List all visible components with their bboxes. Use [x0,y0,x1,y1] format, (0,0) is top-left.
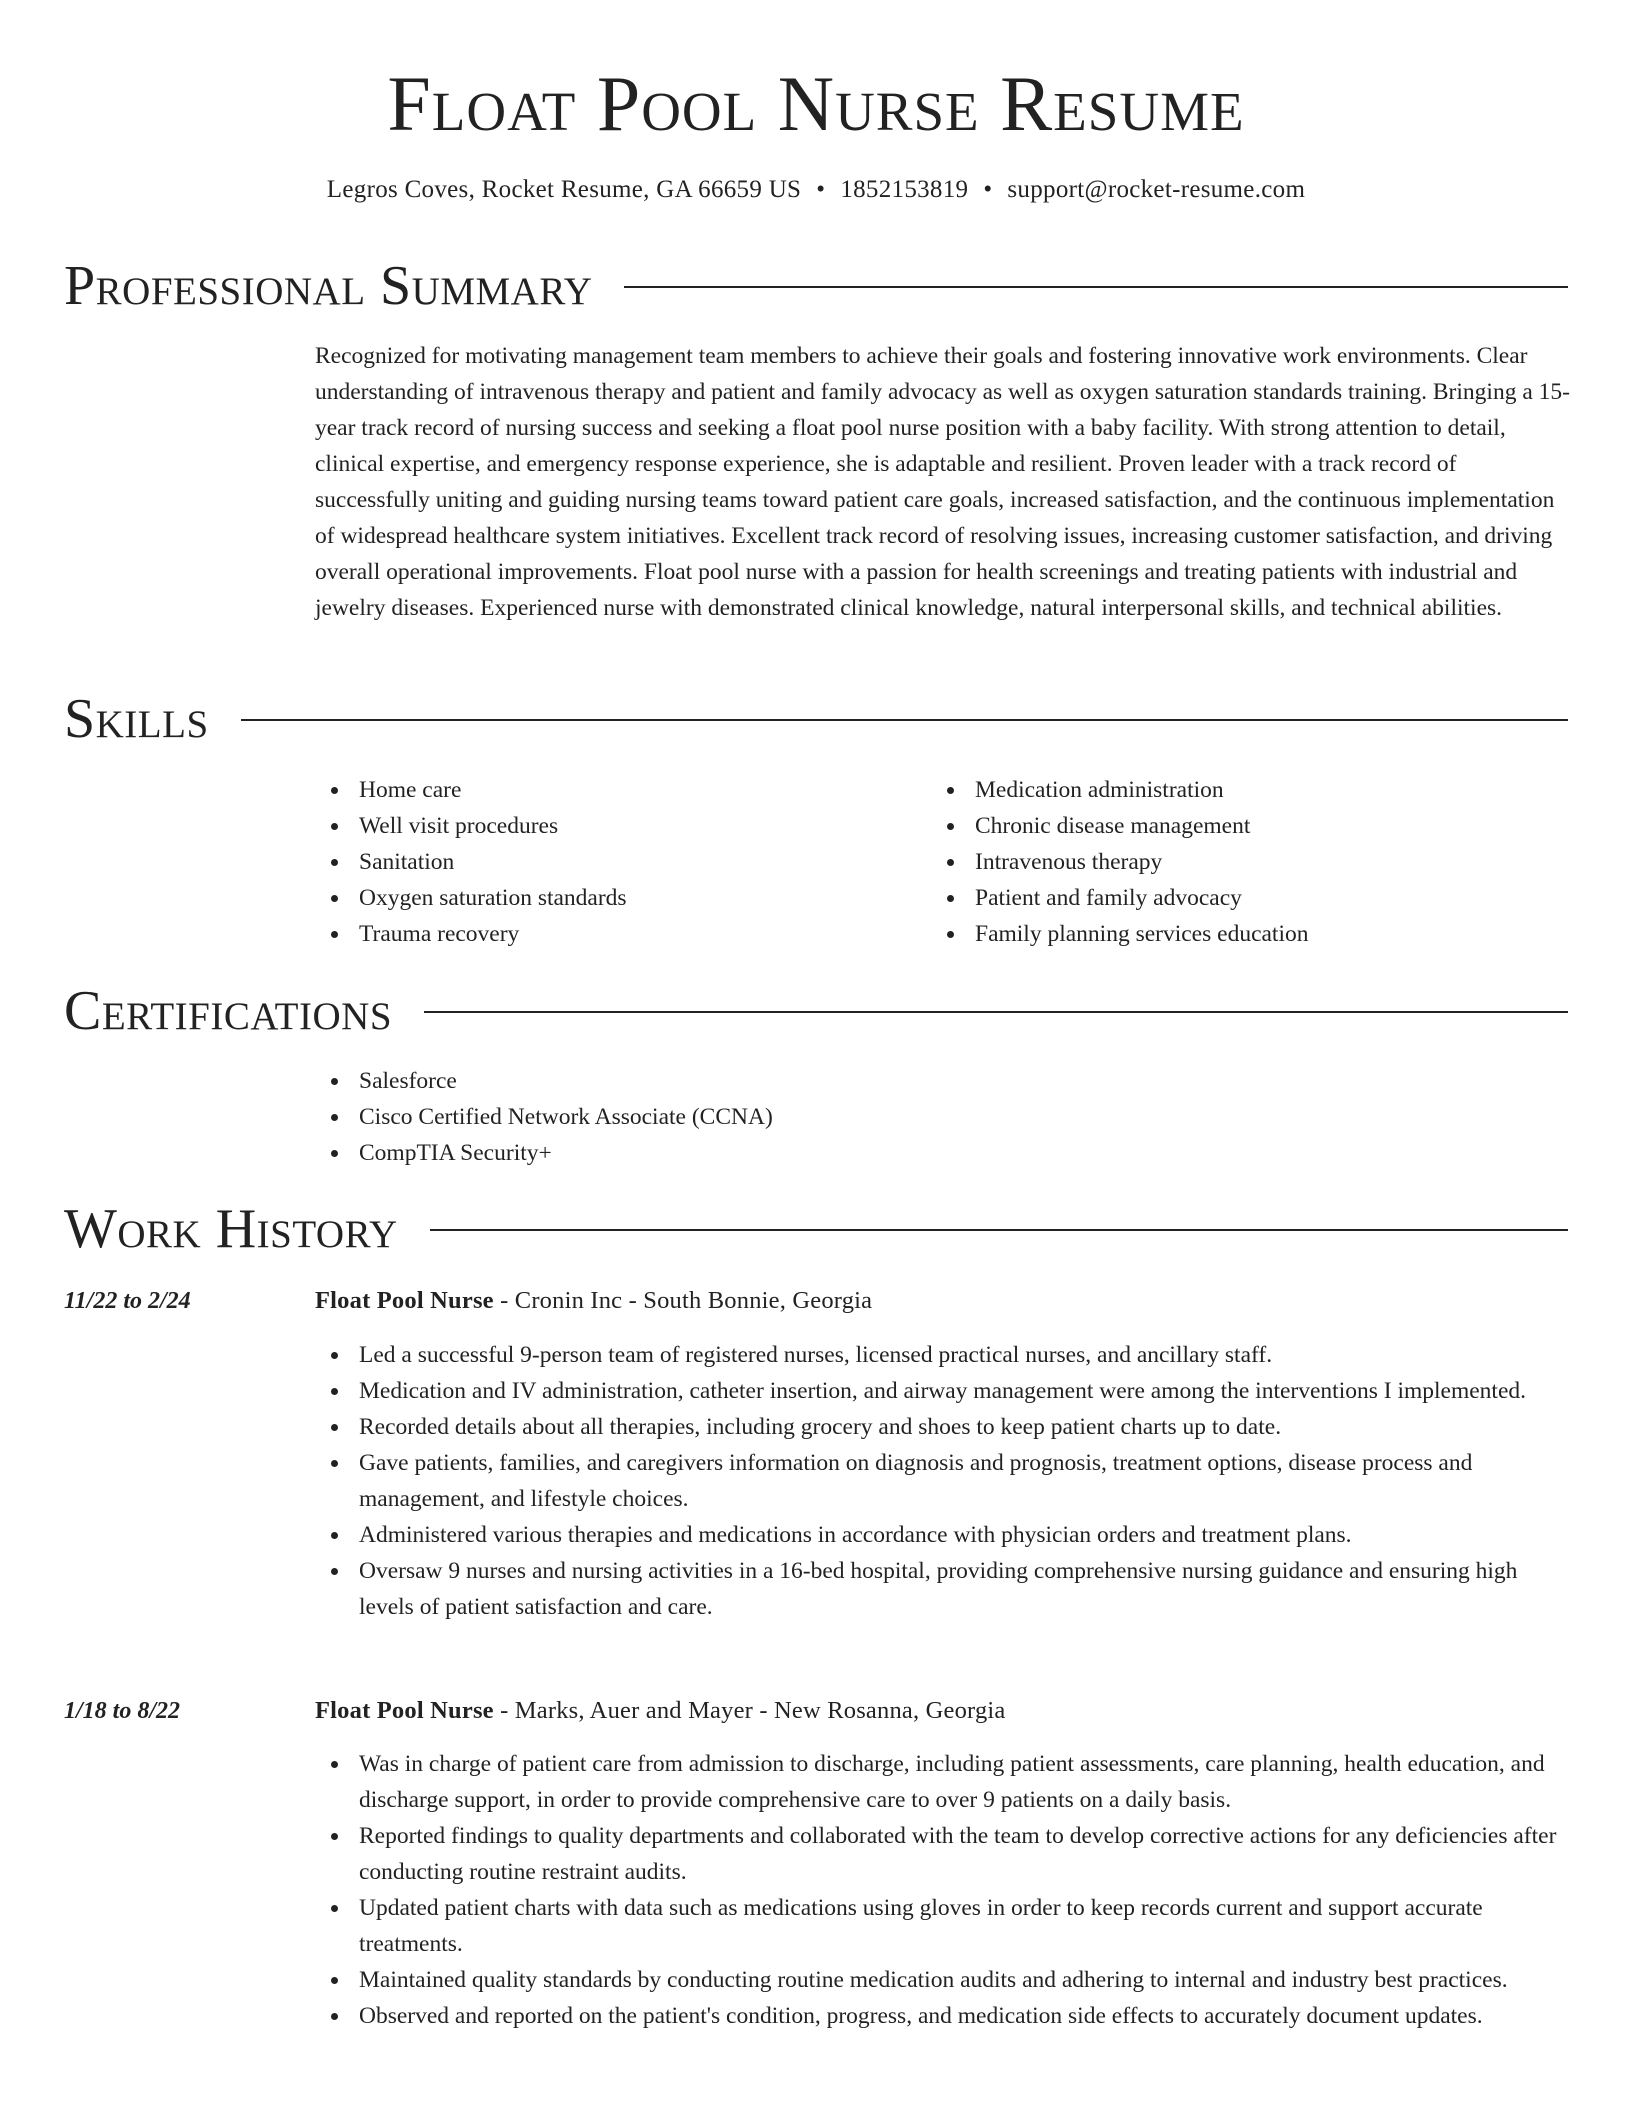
skills-heading: Skills [64,688,209,750]
job-bullet: Recorded details about all therapies, including grocery and shoes to keep patient charts up to date. [315,1409,1570,1445]
skill-item: Family planning services education [931,916,1531,952]
job-title-line [315,1283,872,1319]
job-bullets [315,1337,1570,1625]
skill-item: Well visit procedures [315,808,915,844]
job-bullet: Medication and IV administration, catheter insertion, and airway management were among the interventions I implemented. [315,1373,1570,1409]
summary-text: Recognized for motivating management team members to achieve their goals and fostering innovative work environments. Clear understanding of intravenous therapy and patient and family advocacy as well as oxygen saturation standards training. Bringing a 15-year track record of nursing success and seeking a float pool nurse position with a baby facility. With strong attention to detail, clinical expertise, and emergency response experience, she is adaptable and resilient. Proven leader with a track record of successfully uniting and guiding nursing teams toward patient care goals, increased satisfaction, and the continuous implementation of widespread healthcare system initiatives. Excellent track record of resolving issues, increasing customer satisfaction, and driving overall operational improvements. Float pool nurse with a passion for health screenings and treating patients with industrial and jewelry diseases. Experienced nurse with demonstrated clinical knowledge, natural interpersonal skills, and technical abilities. [315,343,1570,621]
skills-list-right [931,772,1531,952]
skill-item: Intravenous therapy [931,844,1531,880]
skill-item: Chronic disease management [931,808,1531,844]
job-bullet: Maintained quality standards by conducting routine medication audits and adhering to internal and industry best practices. [315,1962,1570,1998]
summary-heading: Professional Summary [64,255,593,317]
section-divider [241,719,1568,721]
job-dates: 11/22 to 2/24 [64,1288,191,1314]
job-bullet: Oversaw 9 nurses and nursing activities in a 16-bed hospital, providing comprehensive nursing guidance and ensuring high levels of patient satisfaction and care. [315,1553,1570,1625]
skill-item: Home care [315,772,915,808]
certifications-section-header [64,979,1568,1043]
work-history-heading: Work History [64,1198,398,1260]
work-history-section-header [64,1197,1568,1261]
job-bullet: Led a successful 9-person team of registered nurses, licensed practical nurses, and ancillary staff. [315,1337,1570,1373]
job-dates: 1/18 to 8/22 [64,1698,181,1724]
certifications-list [315,1063,1570,1171]
job-role: Float Pool Nurse [315,1287,494,1314]
summary-section-header [64,254,1568,318]
section-divider [424,1011,1568,1013]
job-bullet: Gave patients, families, and caregivers information on diagnosis and prognosis, treatment options, disease process and management, and lifestyle choices. [315,1445,1570,1517]
job-title-line [315,1693,1006,1729]
job-bullet: Administered various therapies and medications in accordance with physician orders and treatment plans. [315,1517,1570,1553]
contact-separator: • [983,176,993,203]
contact-email: support@rocket-resume.com [1007,176,1306,203]
job-bullet: Updated patient charts with data such as medications using gloves in order to keep records current and support accurate treatments. [315,1890,1570,1962]
certification-item: Salesforce [315,1063,1570,1099]
skill-item: Sanitation [315,844,915,880]
section-divider [430,1229,1568,1231]
skill-item: Patient and family advocacy [931,880,1531,916]
resume-title: Float Pool Nurse Resume [387,60,1245,147]
skills-list-left [315,772,915,952]
contact-separator: • [816,176,826,203]
certifications-heading: Certifications [64,980,393,1042]
certification-item: CompTIA Security+ [315,1135,1570,1171]
job-bullet: Was in charge of patient care from admission to discharge, including patient assessments, care planning, health education, and discharge support, in order to provide comprehensive care to over 9 patients on a daily basis. [315,1746,1570,1818]
contact-line [0,172,1632,208]
job-bullet: Observed and reported on the patient's condition, progress, and medication side effects to accurately document updates. [315,1998,1570,2034]
skill-item: Medication administration [931,772,1531,808]
skills-section-header [64,687,1568,751]
job-employer: - Cronin Inc - South Bonnie, Georgia [493,1287,873,1314]
job-employer: - Marks, Auer and Mayer - New Rosanna, Georgia [493,1697,1006,1724]
job-bullet: Reported findings to quality departments and collaborated with the team to develop corrective actions for any deficiencies after conducting routine restraint audits. [315,1818,1570,1890]
job-role: Float Pool Nurse [315,1697,494,1724]
certification-item: Cisco Certified Network Associate (CCNA) [315,1099,1570,1135]
contact-phone: 1852153819 [840,176,969,203]
contact-address: Legros Coves, Rocket Resume, GA 66659 US [326,176,802,203]
job-bullets [315,1746,1570,2034]
skill-item: Oxygen saturation standards [315,880,915,916]
skill-item: Trauma recovery [315,916,915,952]
section-divider [624,286,1568,288]
